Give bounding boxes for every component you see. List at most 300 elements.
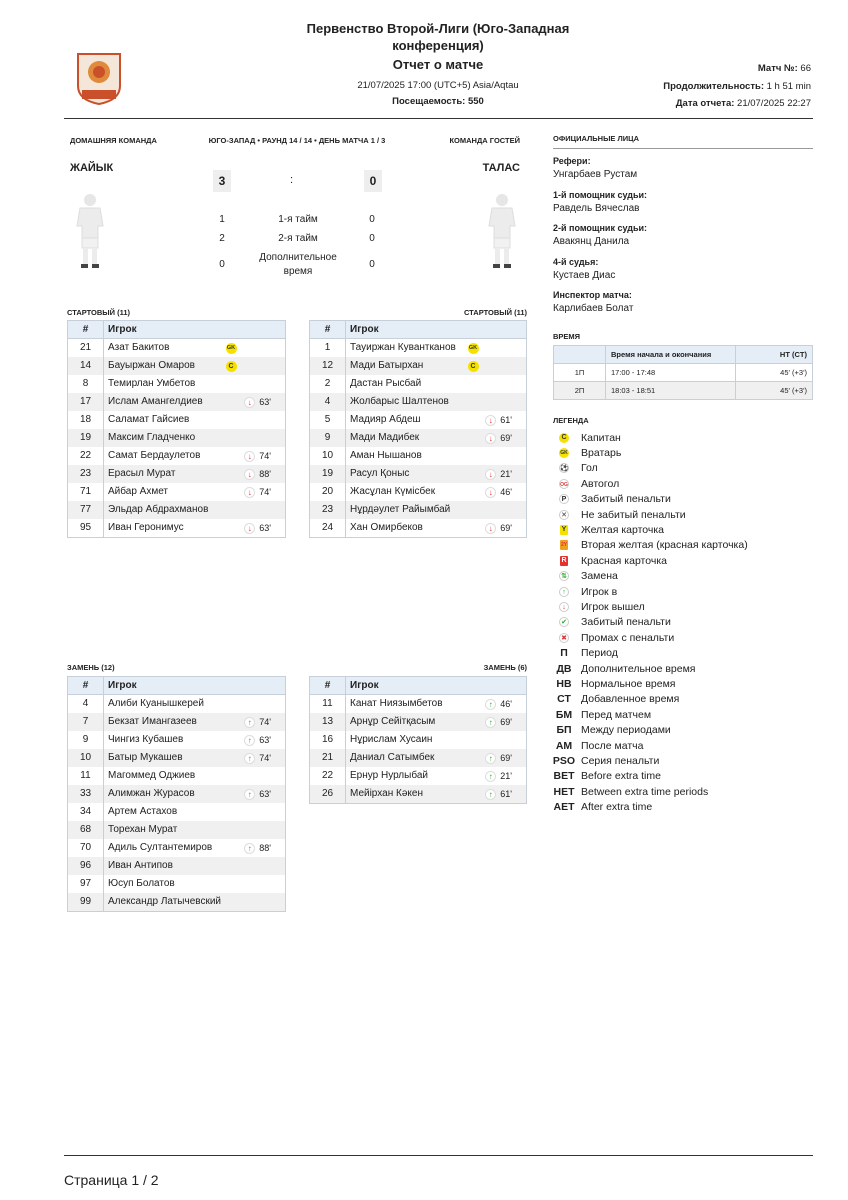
player-name: Канат Ниязымбетов xyxy=(350,698,443,709)
player-cell-content xyxy=(350,467,522,481)
header-divider xyxy=(64,118,813,119)
player-out-icon: ↓ xyxy=(244,451,255,462)
time-range: 17:00 - 17:48 xyxy=(606,364,736,382)
away-score: 0 xyxy=(364,170,382,192)
legend-abbr: AET xyxy=(553,801,575,814)
player-row xyxy=(68,393,286,411)
period-home-score: 0 xyxy=(219,259,225,270)
event-minute: 63' xyxy=(259,397,271,407)
player-row xyxy=(310,731,527,749)
player-number: 24 xyxy=(310,519,346,538)
player-cell xyxy=(346,483,527,501)
legend-text: Гол xyxy=(581,462,598,475)
player-name: Самат Бердаулетов xyxy=(108,450,201,461)
player-row xyxy=(68,447,286,465)
legend-item xyxy=(553,430,813,445)
player-row xyxy=(68,483,286,501)
player-number: 10 xyxy=(310,447,346,465)
player-cell-content xyxy=(350,715,522,729)
col-player-header: Игрок xyxy=(346,321,527,339)
player-in-icon: ↑ xyxy=(244,717,255,728)
player-row xyxy=(68,893,286,912)
player-name: Мадияр Абдеш xyxy=(350,414,421,425)
match-number xyxy=(758,63,811,74)
goalkeeper-icon: GK xyxy=(468,343,479,354)
legend-abbr: ДВ xyxy=(556,662,572,675)
time-period: 1П xyxy=(554,364,606,382)
legend-symbol: ⇅ xyxy=(559,571,569,581)
period-label: 2-я тайм xyxy=(278,233,318,244)
player-row xyxy=(68,875,286,893)
player-number: 9 xyxy=(68,731,104,749)
player-cell-content xyxy=(108,805,281,819)
event-minute: 74' xyxy=(259,753,271,763)
legend-item xyxy=(553,707,813,722)
officials-list xyxy=(553,156,813,324)
player-cell-content xyxy=(108,697,281,711)
player-event xyxy=(240,395,281,409)
legend-item xyxy=(553,599,813,614)
player-badge xyxy=(464,343,482,354)
official-name: Авакянц Данила xyxy=(553,236,630,247)
player-cell-content xyxy=(108,449,281,463)
player-number: 19 xyxy=(68,429,104,447)
player-name: Магоммед Оджиев xyxy=(108,770,196,781)
player-event xyxy=(240,521,281,535)
player-cell-content xyxy=(108,503,281,517)
player-cell-content xyxy=(108,521,281,535)
player-cell xyxy=(104,893,286,912)
legend-text: Нормальное время xyxy=(581,677,676,690)
player-event xyxy=(240,715,281,729)
legend-text: Промах с пенальти xyxy=(581,631,675,644)
legend-symbol: ↓ xyxy=(559,602,569,612)
player-cell xyxy=(346,465,527,483)
player-number: 97 xyxy=(68,875,104,893)
legend-item xyxy=(553,676,813,691)
legend-abbr: PSO xyxy=(552,754,576,767)
official-role: Инспектор матча: xyxy=(553,290,632,300)
legend-item xyxy=(553,569,813,584)
legend-symbol: ✖ xyxy=(559,633,569,643)
report-title: Первенство Второй-Лиги (Юго-Западная конференция) xyxy=(306,21,570,53)
player-row xyxy=(68,731,286,749)
player-event xyxy=(482,787,522,801)
legend-text: Добавленное время xyxy=(581,693,680,706)
player-number: 23 xyxy=(310,501,346,519)
legend-item xyxy=(553,661,813,676)
player-cell-content xyxy=(350,359,522,373)
player-number: 12 xyxy=(310,357,346,375)
legend-item xyxy=(553,615,813,630)
legend-item xyxy=(553,738,813,753)
player-cell-content xyxy=(350,521,522,535)
time-col-period xyxy=(554,346,606,364)
report-subtitle: Отчет о матче xyxy=(392,57,484,72)
player-cell xyxy=(104,875,286,893)
player-row xyxy=(310,713,527,731)
player-row xyxy=(310,411,527,429)
home-kit-icon xyxy=(72,192,108,272)
player-cell xyxy=(104,749,286,767)
player-cell-content xyxy=(108,341,281,355)
legend-title: ЛЕГЕНДА xyxy=(553,416,589,425)
player-cell xyxy=(346,519,527,538)
table-header-row xyxy=(68,677,286,695)
player-out-icon: ↓ xyxy=(485,469,496,480)
official-role: Рефери: xyxy=(553,156,591,166)
player-cell xyxy=(346,447,527,465)
period-label: 1-я тайм xyxy=(278,214,318,225)
legend-text: Желтая карточка xyxy=(581,524,665,537)
penalty-scored-icon xyxy=(553,494,575,504)
col-player-header: Игрок xyxy=(104,321,286,339)
player-name: Айбар Ахмет xyxy=(108,486,169,497)
period-row-1 xyxy=(212,214,382,230)
away-team-name: ТАЛАС xyxy=(482,162,520,174)
time-col-ht: HT (CT) xyxy=(736,346,813,364)
player-name: Адиль Султантемиров xyxy=(108,842,213,853)
player-name: Ерасыл Мурат xyxy=(108,468,176,479)
player-number: 21 xyxy=(310,749,346,767)
footer-divider xyxy=(64,1155,813,1156)
home-score: 3 xyxy=(213,170,231,192)
legend-item xyxy=(553,692,813,707)
player-number: 20 xyxy=(310,483,346,501)
player-cell xyxy=(104,465,286,483)
player-cell-content xyxy=(108,431,281,445)
legend-item xyxy=(553,753,813,768)
player-cell xyxy=(104,695,286,714)
away-subs-label: ЗАМЕНЬ (6) xyxy=(483,663,527,672)
player-number: 71 xyxy=(68,483,104,501)
player-cell xyxy=(104,519,286,538)
player-cell xyxy=(346,767,527,785)
player-cell xyxy=(346,411,527,429)
player-number: 95 xyxy=(68,519,104,538)
player-cell xyxy=(346,429,527,447)
round-info: ЮГО-ЗАПАД • РАУНД 14 / 14 • ДЕНЬ МАТЧА 1 / 3 xyxy=(208,136,386,145)
attendance-label: Посещаемость: xyxy=(392,96,466,107)
player-cell-content xyxy=(350,341,522,355)
player-cell xyxy=(104,821,286,839)
legend-symbol: ⚽ xyxy=(560,465,569,473)
event-minute: 69' xyxy=(500,753,512,763)
report-date-value: 21/07/2025 22:27 xyxy=(737,98,811,109)
player-cell-content xyxy=(350,395,522,409)
col-number-header: # xyxy=(68,677,104,695)
event-minute: 61' xyxy=(500,415,512,425)
player-cell xyxy=(104,483,286,501)
away-team-label: КОМАНДА ГОСТЕЙ xyxy=(449,136,520,145)
table-header-row xyxy=(310,321,527,339)
player-row xyxy=(310,393,527,411)
player-out-icon: ↓ xyxy=(485,415,496,426)
legend-item xyxy=(553,461,813,476)
col-number-header: # xyxy=(68,321,104,339)
event-minute: 63' xyxy=(259,789,271,799)
player-number: 22 xyxy=(310,767,346,785)
player-name: Саламат Гайсиев xyxy=(108,414,190,425)
official-entry xyxy=(553,190,813,224)
player-name: Аман Нышанов xyxy=(350,450,422,461)
legend-text: Between extra time periods xyxy=(581,785,709,798)
table-header-row xyxy=(68,321,286,339)
player-cell-content xyxy=(108,733,281,747)
legend-text: Забитый пенальти xyxy=(581,493,671,506)
player-in-icon xyxy=(553,587,575,597)
player-number: 1 xyxy=(310,339,346,358)
player-row xyxy=(68,411,286,429)
legend-text: Не забитый пенальти xyxy=(581,508,686,521)
player-in-icon: ↑ xyxy=(244,843,255,854)
event-minute: 88' xyxy=(259,843,271,853)
player-in-icon: ↑ xyxy=(244,789,255,800)
player-name: Темирлан Умбетов xyxy=(108,378,196,389)
player-cell-content xyxy=(108,359,281,373)
penalty-missed-icon xyxy=(553,510,575,520)
player-event xyxy=(482,697,522,711)
legend-item xyxy=(553,584,813,599)
player-in-icon: ↑ xyxy=(485,717,496,728)
legend-text: Красная карточка xyxy=(581,554,667,567)
event-minute: 63' xyxy=(259,523,271,533)
player-cell xyxy=(104,785,286,803)
player-number: 10 xyxy=(68,749,104,767)
player-number: 18 xyxy=(68,411,104,429)
player-name: Нұрдәулет Райымбай xyxy=(350,504,451,515)
col-player-header: Игрок xyxy=(104,677,286,695)
event-minute: 69' xyxy=(500,433,512,443)
legend-item xyxy=(553,553,813,568)
player-cell-content xyxy=(350,733,522,747)
penalty-shootout-scored-icon xyxy=(553,617,575,627)
goal-icon xyxy=(553,463,575,473)
event-minute: 46' xyxy=(500,699,512,709)
player-name: Чингиз Кубашев xyxy=(108,734,184,745)
event-minute: 88' xyxy=(259,469,271,479)
player-row xyxy=(310,767,527,785)
player-event xyxy=(482,521,522,535)
home-team-name: ЖАЙЫК xyxy=(70,162,114,174)
red-card-icon xyxy=(553,556,575,566)
legend-abbr: П xyxy=(560,647,568,660)
player-event xyxy=(482,485,522,499)
legend-text: Автогол xyxy=(581,477,620,490)
player-number: 68 xyxy=(68,821,104,839)
official-role: 2-й помощник судьи: xyxy=(553,223,648,233)
player-cell-content xyxy=(350,485,522,499)
player-name: Артем Астахов xyxy=(108,806,178,817)
player-cell-content xyxy=(350,751,522,765)
player-name: Александр Латычевский xyxy=(108,896,222,907)
legend-symbol: Y xyxy=(561,526,567,534)
player-row xyxy=(310,501,527,519)
period-home-score: 1 xyxy=(219,214,225,225)
player-cell xyxy=(104,839,286,857)
player-row xyxy=(68,839,286,857)
legend-text: Серия пенальти xyxy=(581,754,660,767)
player-cell xyxy=(104,713,286,731)
player-cell xyxy=(104,429,286,447)
player-name: Эльдар Абдрахманов xyxy=(108,504,209,515)
player-out-icon: ↓ xyxy=(485,523,496,534)
player-cell xyxy=(104,375,286,393)
player-name: Дастан Рысбай xyxy=(350,378,422,389)
period-away-score: 0 xyxy=(369,233,375,244)
legend-text: Вратарь xyxy=(581,447,622,460)
time-range: 18:03 - 18:51 xyxy=(606,382,736,400)
player-cell xyxy=(346,357,527,375)
player-cell xyxy=(104,411,286,429)
event-minute: 74' xyxy=(259,451,271,461)
player-out-icon: ↓ xyxy=(244,397,255,408)
second-yellow-icon xyxy=(553,540,575,550)
event-minute: 74' xyxy=(259,717,271,727)
attendance xyxy=(290,96,586,107)
home-starting-table xyxy=(67,320,286,538)
official-role: 1-й помощник судьи: xyxy=(553,189,648,200)
duration-value: 1 h 51 min xyxy=(766,81,811,92)
player-event xyxy=(240,449,281,463)
legend-abbr: НВ xyxy=(556,677,572,690)
player-cell xyxy=(346,713,527,731)
legend-symbol: GK xyxy=(560,450,568,457)
player-number: 16 xyxy=(310,731,346,749)
player-cell-content xyxy=(108,467,281,481)
player-number: 7 xyxy=(68,713,104,731)
player-cell-content xyxy=(108,841,281,855)
match-datetime: 21/07/2025 17:00 (UTC+5) Asia/Aqtau xyxy=(357,80,519,91)
player-event xyxy=(482,715,522,729)
player-number: 17 xyxy=(68,393,104,411)
player-row xyxy=(310,483,527,501)
player-cell-content xyxy=(350,787,522,801)
match-number-label: Матч №: xyxy=(757,63,798,74)
player-row xyxy=(68,357,286,375)
match-number-value: 66 xyxy=(800,63,811,74)
official-name: Карлибаев Болат xyxy=(553,303,634,314)
player-row xyxy=(310,749,527,767)
player-row xyxy=(310,785,527,804)
player-row xyxy=(68,713,286,731)
player-number: 4 xyxy=(310,393,346,411)
legend-text: Вторая желтая (красная карточка) xyxy=(581,539,748,552)
player-cell-content xyxy=(350,503,522,517)
player-cell xyxy=(346,749,527,767)
player-name: Даниал Сатымбек xyxy=(350,752,435,763)
player-out-icon: ↓ xyxy=(244,487,255,498)
player-row xyxy=(68,857,286,875)
player-out-icon: ↓ xyxy=(485,487,496,498)
player-name: Алиби Куанышкерей xyxy=(108,698,204,709)
penalty-shootout-missed-icon xyxy=(553,633,575,643)
home-subs-label: ЗАМЕНЬ (12) xyxy=(67,663,115,672)
league-logo xyxy=(74,50,124,106)
officials-title: ОФИЦИАЛЬНЫЕ ЛИЦА xyxy=(553,134,640,143)
legend-text: Игрок вышел xyxy=(581,600,645,613)
period-row-3 xyxy=(212,251,382,281)
player-row xyxy=(310,429,527,447)
event-minute: 21' xyxy=(500,469,512,479)
player-cell xyxy=(104,393,286,411)
away-subs-table xyxy=(309,676,527,804)
legend-text: Дополнительное время xyxy=(581,662,696,675)
player-row xyxy=(310,465,527,483)
legend-symbol: P xyxy=(559,494,569,504)
legend-item xyxy=(553,630,813,645)
attendance-value: 550 xyxy=(467,96,484,107)
player-event xyxy=(240,733,281,747)
time-col-range: Время начала и окончания xyxy=(606,346,736,364)
yellow-card-icon xyxy=(553,525,575,535)
player-badge xyxy=(222,343,240,354)
player-row xyxy=(68,785,286,803)
player-event xyxy=(482,769,522,783)
player-number: 9 xyxy=(310,429,346,447)
time-ht: 45' (+3') xyxy=(736,382,813,400)
player-event xyxy=(240,485,281,499)
player-number: 11 xyxy=(310,695,346,714)
player-in-icon: ↑ xyxy=(485,753,496,764)
player-name: Жолбарыс Шалтенов xyxy=(350,396,449,407)
player-row xyxy=(68,803,286,821)
legend-abbr: СТ xyxy=(557,693,571,706)
legend-text: Перед матчем xyxy=(581,708,652,721)
player-row xyxy=(310,357,527,375)
player-cell-content xyxy=(108,377,281,391)
period-away-score: 0 xyxy=(369,214,375,225)
event-minute: 69' xyxy=(500,523,512,533)
player-event xyxy=(240,841,281,855)
player-row xyxy=(310,375,527,393)
player-row xyxy=(68,749,286,767)
player-name: Мади Батырхан xyxy=(350,360,424,371)
official-role: 4-й судья: xyxy=(553,256,599,267)
legend-symbol: C xyxy=(559,433,569,443)
player-number: 99 xyxy=(68,893,104,912)
player-name: Хан Омирбеков xyxy=(350,522,423,533)
legend-text: Замена xyxy=(581,570,618,583)
official-entry xyxy=(553,257,813,291)
legend-item xyxy=(553,445,813,460)
player-number: 22 xyxy=(68,447,104,465)
player-in-icon: ↑ xyxy=(485,789,496,800)
player-name: Иван Антипов xyxy=(108,860,173,871)
legend-symbol: ✕ xyxy=(559,510,569,520)
player-row xyxy=(68,465,286,483)
player-row xyxy=(68,375,286,393)
player-cell-content xyxy=(350,697,522,711)
player-number: 11 xyxy=(68,767,104,785)
event-minute: 61' xyxy=(500,789,512,799)
player-number: 33 xyxy=(68,785,104,803)
legend-item xyxy=(553,722,813,737)
player-badge xyxy=(464,361,482,372)
legend-item xyxy=(553,645,813,660)
player-event xyxy=(240,467,281,481)
player-row xyxy=(310,447,527,465)
player-cell xyxy=(104,447,286,465)
official-name: Равдель Вячеслав xyxy=(553,202,640,214)
player-cell xyxy=(346,339,527,358)
player-name: Батыр Мукашев xyxy=(108,752,183,763)
player-badge xyxy=(222,361,240,372)
legend-abbr: BET xyxy=(553,770,575,783)
official-entry xyxy=(553,223,813,257)
player-number: 2 xyxy=(310,375,346,393)
player-number: 21 xyxy=(68,339,104,358)
